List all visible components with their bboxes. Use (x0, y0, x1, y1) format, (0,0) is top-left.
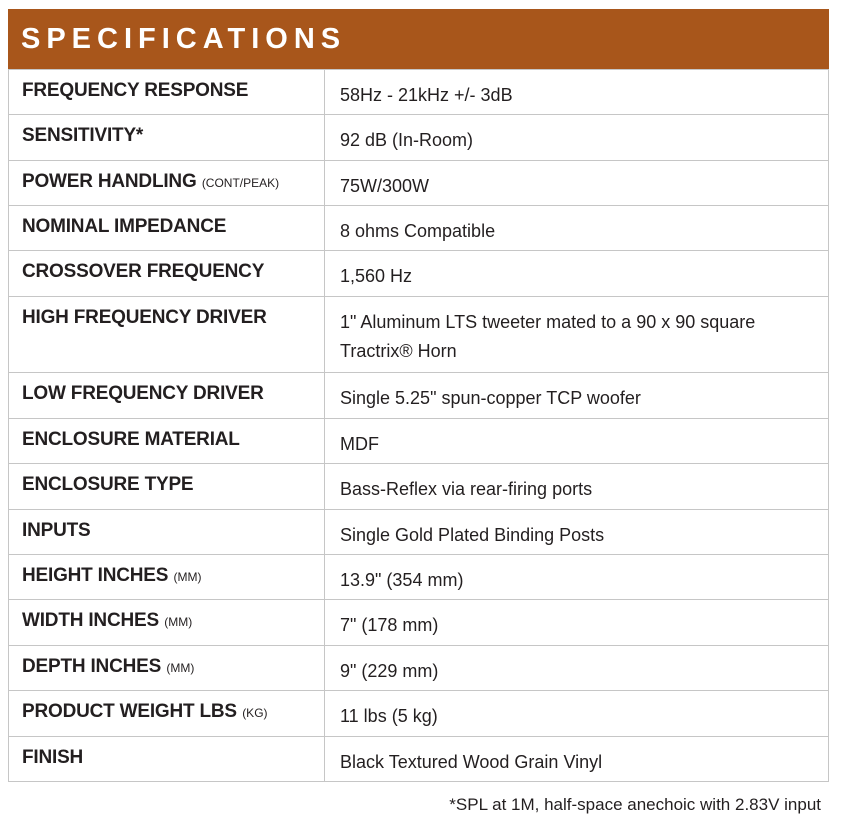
spec-label: DEPTH INCHES (22, 656, 162, 677)
specifications-title: SPECIFICATIONS (21, 22, 347, 55)
spec-row (9, 297, 829, 373)
spec-label: FINISH (22, 747, 84, 768)
spec-value-cell (325, 161, 829, 206)
specifications-table-body (9, 70, 829, 782)
spec-label-cell (9, 691, 325, 737)
spec-value-cell (325, 464, 829, 510)
spec-row (9, 646, 829, 691)
spec-value: Single Gold Plated Binding Posts (340, 525, 605, 545)
spec-label: HEIGHT INCHES (22, 565, 169, 586)
spec-row (9, 373, 829, 419)
spec-value: 1" Aluminum LTS tweeter mated to a 90 x 90 square Tractrix® Horn (340, 312, 756, 361)
spec-row (9, 70, 829, 115)
spec-row (9, 464, 829, 510)
spec-label-cell (9, 373, 325, 419)
spec-value: 11 lbs (5 kg) (340, 706, 438, 726)
spec-value: 75W/300W (340, 176, 430, 196)
spec-label: INPUTS (22, 520, 91, 541)
spec-value: 7" (178 mm) (340, 615, 439, 635)
spec-label: POWER HANDLING (22, 171, 197, 192)
spec-label-cell (9, 646, 325, 691)
spec-label-unit: (MM) (173, 570, 202, 584)
spec-row (9, 251, 829, 297)
spec-value-cell (325, 646, 829, 691)
spec-value-cell (325, 115, 829, 161)
spec-label: ENCLOSURE MATERIAL (22, 429, 240, 450)
spec-value-cell (325, 70, 829, 115)
spec-label-cell (9, 297, 325, 373)
spec-label: WIDTH INCHES (22, 610, 159, 631)
spec-label: CROSSOVER FREQUENCY (22, 261, 265, 282)
spec-label-cell (9, 600, 325, 646)
spec-label-unit: (KG) (242, 706, 268, 720)
spec-row (9, 510, 829, 555)
spec-label: ENCLOSURE TYPE (22, 474, 194, 495)
spec-label-cell (9, 737, 325, 782)
spec-row (9, 206, 829, 251)
spec-value: Black Textured Wood Grain Vinyl (340, 752, 603, 772)
specifications-table (8, 69, 829, 782)
spec-label-cell (9, 555, 325, 600)
spec-label-unit: (MM) (164, 615, 193, 629)
spec-row (9, 161, 829, 206)
spec-row (9, 600, 829, 646)
spec-value-cell (325, 555, 829, 600)
spec-row (9, 555, 829, 600)
spec-label-cell (9, 419, 325, 464)
spec-value-cell (325, 297, 829, 373)
spec-label-unit: (MM) (166, 661, 195, 675)
spec-label: PRODUCT WEIGHT LBS (22, 701, 237, 722)
spec-value: 1,560 Hz (340, 266, 413, 286)
spec-value: Single 5.25" spun-copper TCP woofer (340, 388, 641, 408)
spec-value: 8 ohms Compatible (340, 221, 496, 241)
spec-label-cell (9, 510, 325, 555)
spec-value: 58Hz - 21kHz +/- 3dB (340, 85, 513, 105)
spec-value: MDF (340, 434, 379, 454)
spec-label: HIGH FREQUENCY DRIVER (22, 307, 267, 328)
spec-label-cell (9, 464, 325, 510)
spec-row (9, 115, 829, 161)
spec-value: 92 dB (In-Room) (340, 130, 474, 150)
spec-value-cell (325, 600, 829, 646)
spec-value: 9" (229 mm) (340, 661, 439, 681)
specifications-card (8, 9, 829, 782)
spec-row (9, 691, 829, 737)
spec-label: SENSITIVITY* (22, 125, 144, 146)
footnote: *SPL at 1M, half-space anechoic with 2.83V input (449, 795, 821, 814)
spec-value: Bass-Reflex via rear-firing ports (340, 479, 593, 499)
spec-value-cell (325, 206, 829, 251)
spec-label-cell (9, 115, 325, 161)
spec-label-cell (9, 206, 325, 251)
spec-label-cell (9, 70, 325, 115)
spec-label-cell (9, 251, 325, 297)
spec-value-cell (325, 419, 829, 464)
spec-label: LOW FREQUENCY DRIVER (22, 383, 264, 404)
spec-value-cell (325, 691, 829, 737)
spec-row (9, 737, 829, 782)
spec-label: NOMINAL IMPEDANCE (22, 216, 227, 237)
spec-value-cell (325, 510, 829, 555)
spec-value-cell (325, 737, 829, 782)
spec-label-unit: (CONT/PEAK) (201, 176, 280, 190)
specifications-header (8, 9, 829, 69)
spec-value-cell (325, 251, 829, 297)
spec-label-cell (9, 161, 325, 206)
spec-value: 13.9" (354 mm) (340, 570, 464, 590)
spec-row (9, 419, 829, 464)
spec-value-cell (325, 373, 829, 419)
spec-label: FREQUENCY RESPONSE (22, 80, 249, 101)
